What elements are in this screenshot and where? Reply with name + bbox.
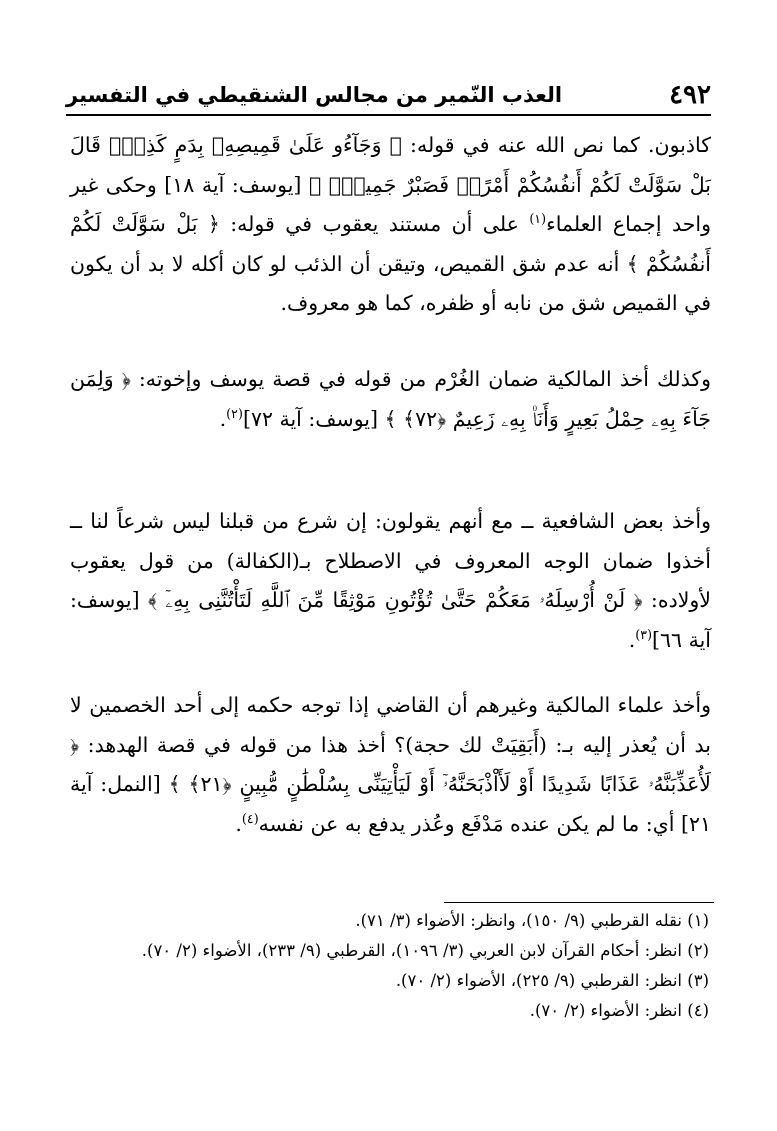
paragraph-text: . xyxy=(235,811,242,836)
footnote-ref[interactable]: (٤) xyxy=(241,810,259,826)
running-title: العذب النّمير من مجالس الشنقيطي في التفسير xyxy=(66,83,563,107)
header-rule xyxy=(66,114,711,116)
footnote-ref[interactable]: (٣) xyxy=(635,626,653,642)
footnote-separator xyxy=(444,902,714,903)
footnote: (٣) انظر: القرطبي (٩/ ٢٢٥)، الأضواء (٢/ ٧٠). xyxy=(395,971,709,990)
footnote: (٤) انظر: الأضواء (٢/ ٧٠). xyxy=(529,1001,709,1020)
paragraph-text: على أن مستند يعقوب في قوله: ﴿ بَلْ سَوَّلَتْ لَكُمْ أَنفُسُكُمْ ﴾ أنه عدم شق القميص، وتيقن أن الذئب لو كان أكله لا بد أن يكون في القميص شق من نابه أو ظفره، كما هو معروف. xyxy=(70,212,711,315)
paragraph-text: وأخذ بعض الشافعية ــ مع أنهم يقولون: إن شرع من قبلنا ليس شرعاً لنا ــ أخذوا ضمان الوجه المعروف في الاصطلاح بـ(الكفالة) من قول يعقوب لأولاده: ﴿ لَنْ أُرْسِلَهُۥ مَعَكُمْ حَتَّىٰ تُؤْتُونِ مَوْثِقًا مِّنَ ٱللَّهِ لَتَأْتُنَّنِى بِهِۦٓ ﴾ [يوسف: آية ٦٦] xyxy=(70,509,711,652)
page-header xyxy=(66,78,711,112)
paragraph-text: وأخذ علماء المالكية وغيرهم أن القاضي إذا توجه حكمه إلى أحد الخصمين لا بد أن يُعذر إليه بـ: (أَبَقِيَتْ لك حجة)؟ أخذ هذا من قوله في قصة الهدهد: ﴿ لَأُعَذِّبَنَّهُۥ عَذَابًا شَدِيدًا أَوْ لَأَاْذْبَحَنَّهُۥٓ أَوْ لَيَأْتِيَنِّى بِسُلْطَٰنٍ مُّبِينٍ ﴿٢١﴾ ﴾ [النمل: آية ٢١] أي: ما لم يكن عنده مَدْفَع وعُذر يدفع به عن نفسه xyxy=(70,693,712,836)
footnote: (٢) انظر: أحكام القرآن لابن العربي (٣/ ١٠٩٦)، القرطبي (٩/ ٢٣٣)، الأضواء (٢/ ٧٠). xyxy=(141,941,709,960)
footnote-ref[interactable]: (١) xyxy=(529,211,547,227)
paragraph-text: . xyxy=(219,406,227,431)
paragraph xyxy=(70,502,711,660)
paragraph xyxy=(70,126,711,324)
footnotes-list xyxy=(70,906,709,1026)
footnote-ref[interactable]: (٢) xyxy=(226,405,243,421)
paragraph-text: . xyxy=(628,627,636,652)
page-number: ٤٩٢ xyxy=(669,80,711,110)
paragraph xyxy=(70,360,711,439)
footnote: (١) نقله القرطبي (٩/ ١٥٠)، وانظر: الأضواء (٣/ ٧١). xyxy=(355,911,709,930)
paragraph xyxy=(70,686,711,844)
paragraph-text: كاذبون. كما نص الله عنه في قوله: ﴿ وَجَآءُو عَلَىٰ قَمِيصِهِۦ بِدَمٍ كَذِبٍۚ قَالَ بَلْ سَوَّلَتْ لَكُمْ أَنفُسُكُمْ أَمْرًاۖ فَصَبْرٌ جَمِيلٌۖ ﴾ [يوسف: آية ١٨] وحكى غير واحد إجماع العلماء xyxy=(70,133,711,236)
paragraph-text: وكذلك أخذ المالكية ضمان الغُرْم من قوله في قصة يوسف وإخوته: ﴿ وَلِمَن جَآءَ بِهِۦ حِمْلُ بَعِيرٍ وَأَنَا۠ بِهِۦ زَعِيمٌ ﴿٧٢﴾ ﴾ [يوسف: آية ٧٢] xyxy=(70,367,711,431)
